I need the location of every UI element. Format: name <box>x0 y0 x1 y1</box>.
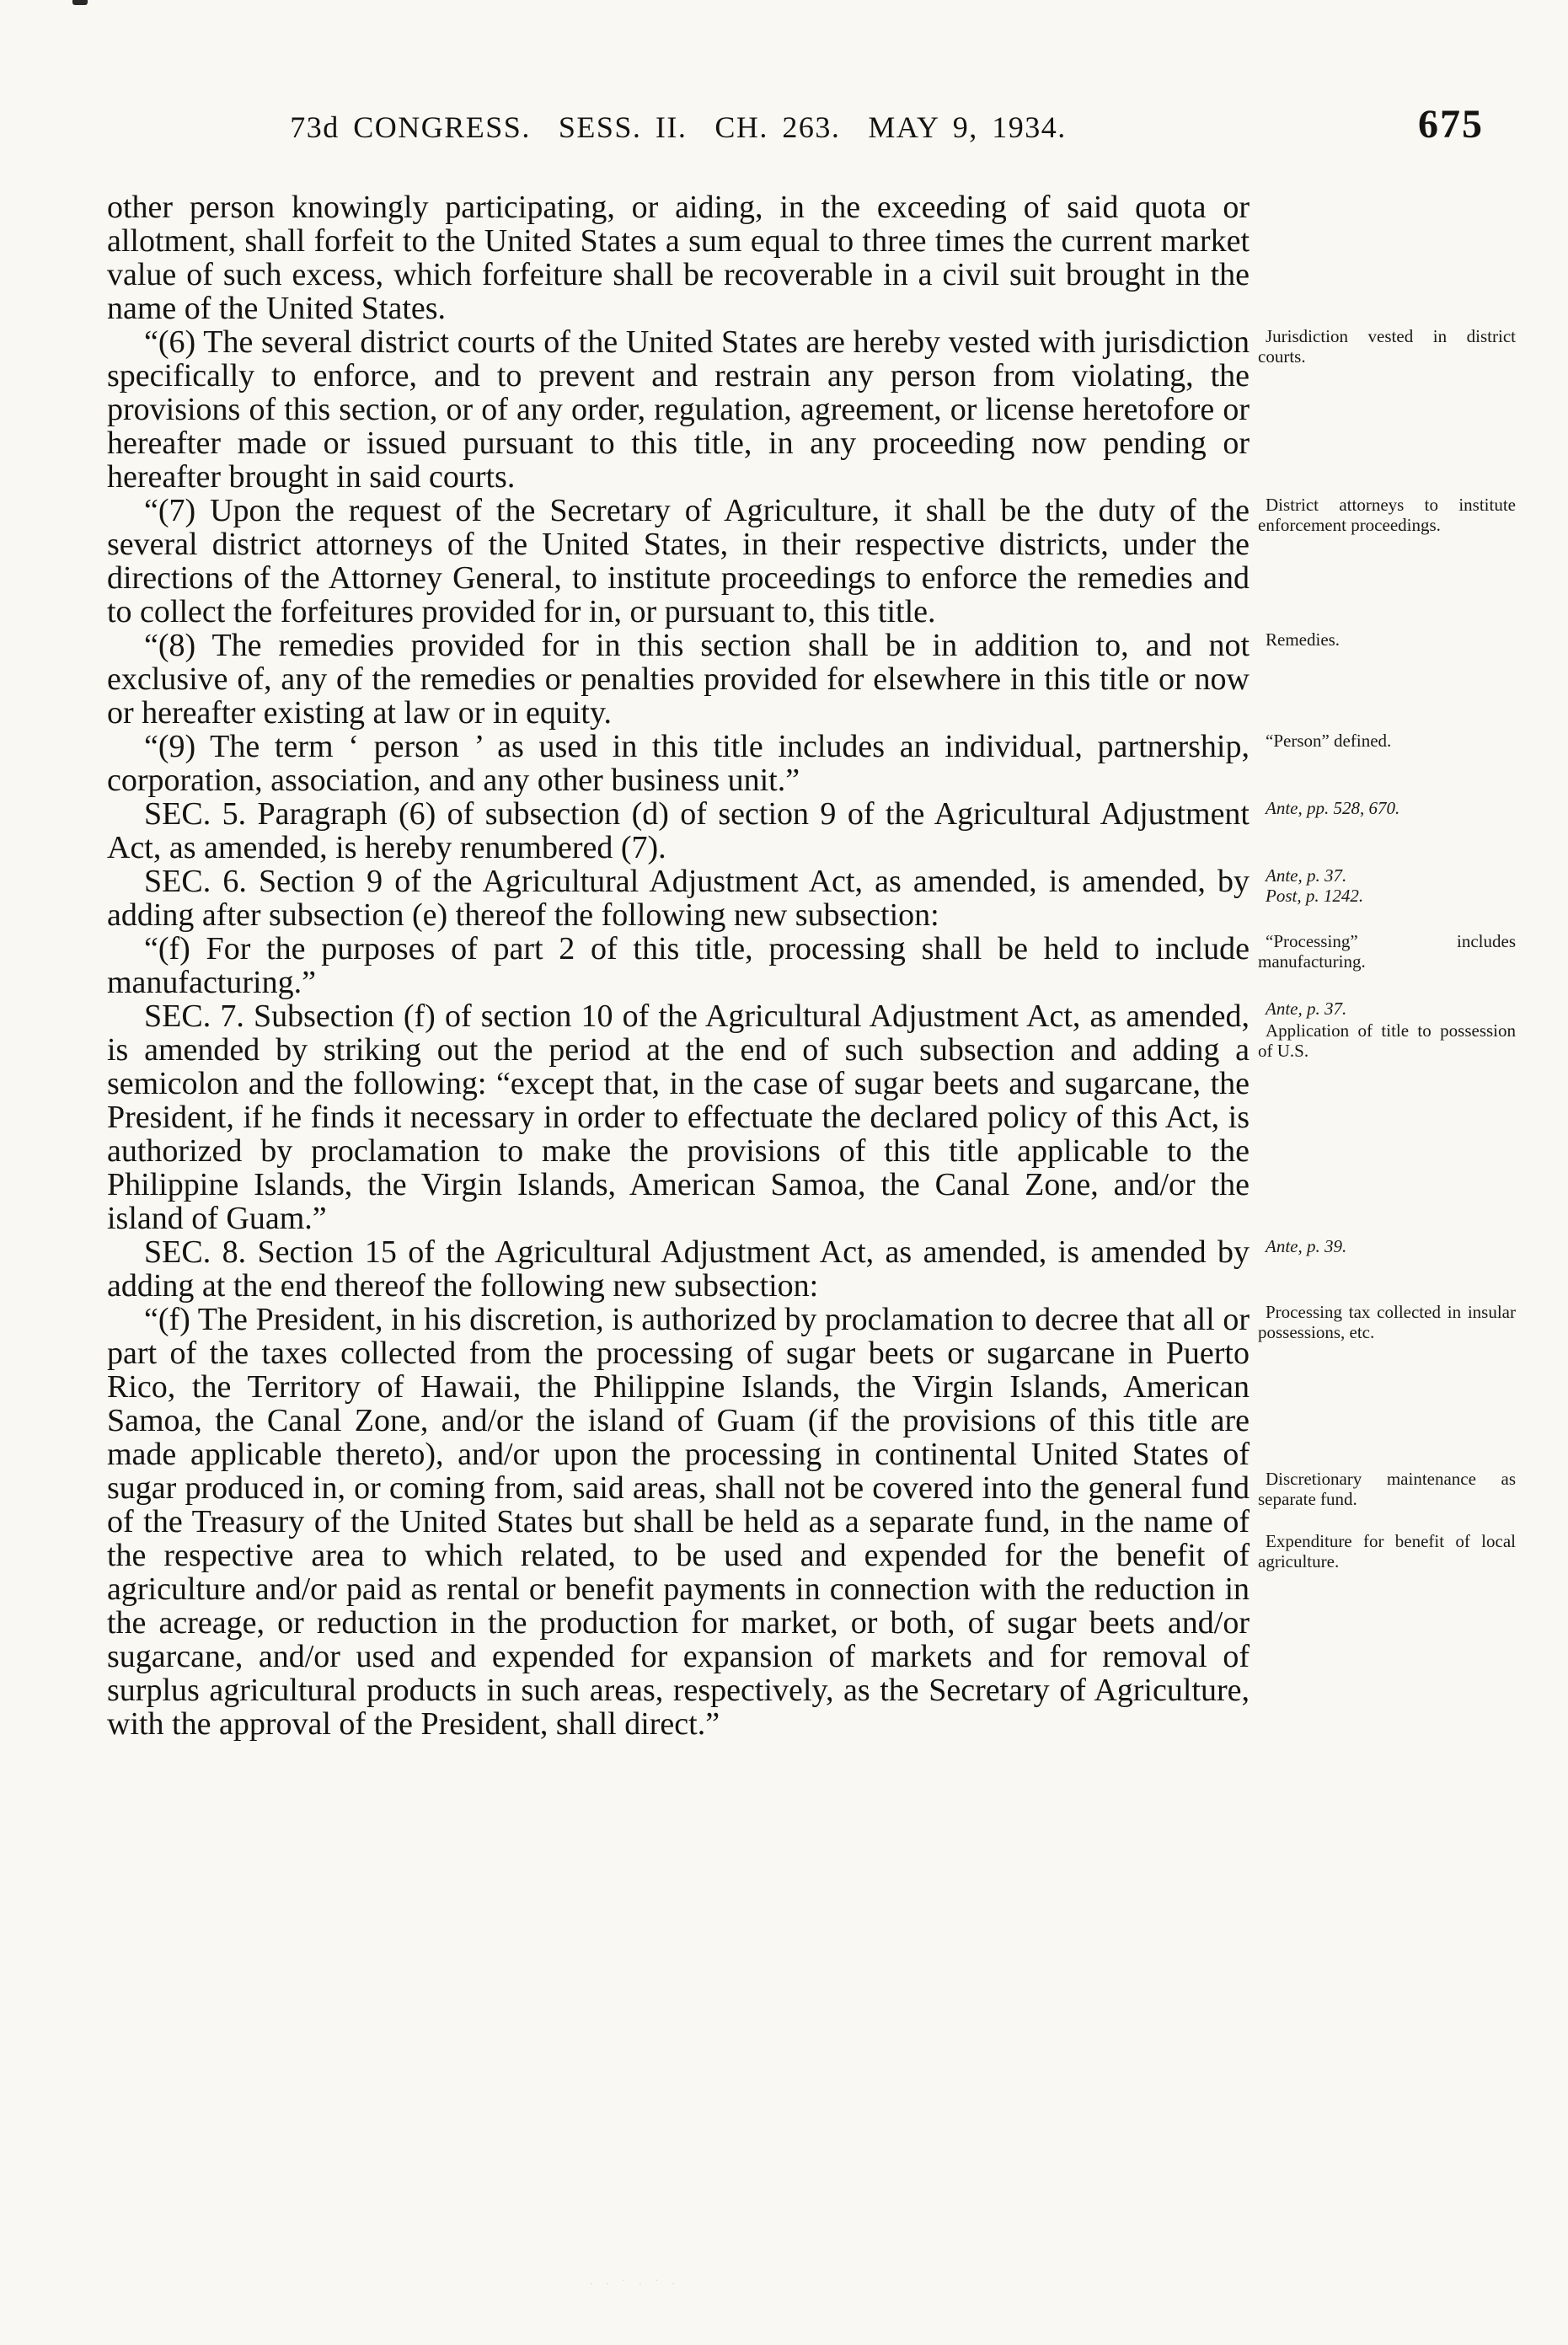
margin-note: Ante, p. 37. <box>1266 865 1347 886</box>
running-head <box>107 102 1484 147</box>
paragraph <box>107 1234 1347 1304</box>
paragraph-text: “(9) The term ‘ person ’ as used in this title includes an individual, partnership, corporation, association, and any other business unit.” <box>107 729 1250 798</box>
paragraph-text: “(6) The several district courts of the United States are hereby vested with jurisdiction specifically to enforce, and to prevent and restrain any person from violating, the provisions of this section, or of any order, regulation, agreement, or license heretofore or hereafter made or issued pursuant to this title, in any proceeding now pending or hereafter brought in said courts. <box>107 324 1250 495</box>
paragraph <box>107 1302 1516 1742</box>
paragraph-text: SEC. 7. Subsection (f) of section 10 of the Agricultural Adjustment Act, as amended, is amended by striking out the period at the end of such subsection and adding a semicolon and the following: “except that, in the case of sugar beets and sugarcane, the President, if he finds it necessary in order to effectuate the declared policy of this Act, is authorized by proclamation to make the provisions of this title applicable to the Philippine Islands, the Virgin Islands, American Samoa, the Canal Zone, and/or the island of Guam.” <box>107 998 1250 1236</box>
margin-note: Application of title to possession of U.S. <box>1258 1020 1516 1061</box>
paragraph-text: SEC. 8. Section 15 of the Agricultural Adjustment Act, as amended, is amended by adding at the end thereof the following new subsection: <box>107 1234 1250 1304</box>
paragraph-text: “(7) Upon the request of the Secretary of Agriculture, it shall be the duty of the several district attorneys of the United States, in their respective districts, under the directions of the Attorney General, to institute proceedings to enforce the remedies and to collect the forfeitures provided for in, or pursuant to, this title. <box>107 493 1250 629</box>
margin-note: Ante, p. 37. <box>1266 998 1347 1019</box>
paragraph <box>107 493 1516 629</box>
statute-body <box>107 190 1516 1742</box>
scan-artifact: . . · . · . <box>590 2275 680 2288</box>
margin-note: Ante, p. 39. <box>1266 1236 1347 1256</box>
paragraph-text: SEC. 5. Paragraph (6) of subsection (d) of section 9 of the Agricultural Adjustment Act, as amended, is hereby renumbered (7). <box>107 796 1250 865</box>
margin-note: Processing tax collected in insular possessions, etc. <box>1258 1302 1516 1342</box>
margin-note: District attorneys to institute enforcement proceedings. <box>1258 495 1516 535</box>
margin-note: Jurisdiction vested in district courts. <box>1258 326 1516 367</box>
paragraph <box>107 864 1364 933</box>
paragraph <box>107 324 1516 495</box>
margin-note: Remedies. <box>1266 629 1341 650</box>
margin-note: “Person” defined. <box>1266 731 1392 751</box>
margin-note: Expenditure for benefit of local agriculture. <box>1258 1531 1516 1571</box>
paragraph-text: SEC. 6. Section 9 of the Agricultural Adjustment Act, as amended, is amended, by adding after subsection (e) thereof the following new subsection: <box>107 864 1250 933</box>
margin-note: Ante, pp. 528, 670. <box>1266 798 1400 818</box>
margin-note: “Processing” includes manufacturing. <box>1258 931 1516 972</box>
paragraph <box>107 931 1516 1000</box>
paragraph <box>107 628 1341 731</box>
page-number: 675 <box>1418 102 1484 147</box>
paragraph-text: “(f) For the purposes of part 2 of this title, processing shall be held to include manufacturing.” <box>107 931 1250 1000</box>
margin-note: Post, p. 1242. <box>1266 886 1364 906</box>
scan-artifact <box>72 0 88 5</box>
running-head-title: 73d CONGRESS. SESS. II. CH. 263. MAY 9, 1934. <box>290 110 1067 144</box>
paragraph <box>107 190 1250 325</box>
paragraph <box>107 729 1392 798</box>
paragraph <box>107 998 1516 1236</box>
paragraph <box>107 796 1400 865</box>
margin-note: Discretionary maintenance as separate fund. <box>1258 1469 1516 1509</box>
paragraph-text: “(f) The President, in his discretion, is authorized by proclamation to decree that all or part of the taxes collected from the processing of sugar beets or sugarcane in Puerto Rico, the Territory of Hawaii, the Philippine Islands, the Virgin Islands, American Samoa, the Canal Zone, and/or the island of Guam (if the provisions of this title are made applicable thereto), and/or upon the processing in continental United States of sugar produced in, or coming from, said areas, shall not be covered into the general fund of the Treasury of the United States but shall be held as a separate fund, in the name of the respective area to which related, to be used and expended for the benefit of agriculture and/or paid as rental or benefit payments in connection with the reduction in the acreage, or reduction in the production for market, or both, of sugar beets and/or sugarcane, and/or used and expended for expansion of markets and for removal of surplus agricultural products in such areas, respectively, as the Secretary of Agriculture, with the approval of the President, shall direct.” <box>107 1302 1250 1742</box>
paragraph-text: “(8) The remedies provided for in this section shall be in addition to, and not exclusive of, any of the remedies or penalties provided for elsewhere in this title or now or hereafter existing at law or in equity. <box>107 628 1250 731</box>
paragraph-text: other person knowingly participating, or aiding, in the exceeding of said quota or allotment, shall forfeit to the United States a sum equal to three times the current market value of such excess, which forfeiture shall be recoverable in a civil suit brought in the name of the United States. <box>107 190 1250 326</box>
